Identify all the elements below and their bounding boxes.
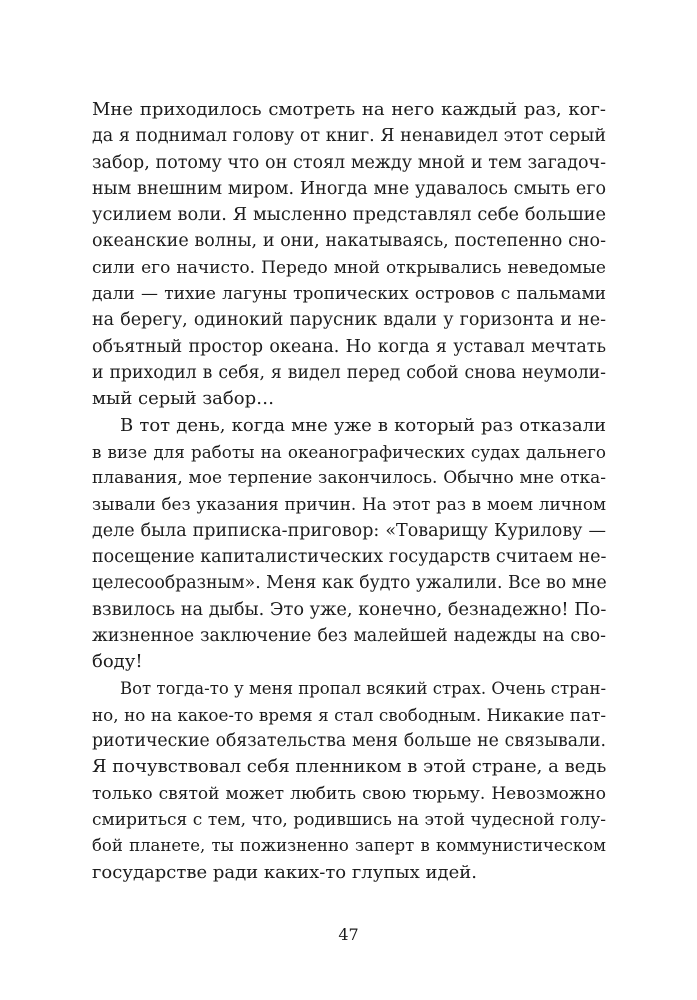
paragraph [92,97,606,413]
text-line: Я почувствовал себя пленником в этой стране, а ведь [92,756,607,778]
text-line: забор, потому что он стоял между мной и тем загадоч- [92,152,606,173]
text-line: боду! [92,651,143,673]
text-line: в визе для работы на океанографических судах дальнего [92,441,606,462]
text-line: зывали без указания причин. На этот раз в моем личном [92,494,606,515]
text-line: государстве ради каких-то глупых идей. [92,861,477,883]
text-line: сили его начисто. Передо мной открывались неведомые [92,257,606,278]
text-line: посещение капиталистических государств считаем не- [92,547,607,568]
text-line: да я поднимал голову от книг. Я ненавидел этот серый [92,126,606,147]
paragraph [92,676,606,886]
text-line: жизненное заключение без малейшей надежды на сво- [92,625,606,646]
text-line: но, но на какое-то время я стал свободным. Никакие пат- [92,704,606,725]
text-line: Мне приходилось смотреть на него каждый раз, ког- [92,99,606,120]
body-text [92,97,606,886]
text-line: ным внешним миром. Иногда мне удавалось смыть его [92,178,606,199]
text-line: дали — тихие лагуны тропических островов с пальмами [92,284,606,305]
text-line: океанские волны, и они, накатываясь, постепенно сно- [92,231,606,252]
text-line: деле была приписка-приговор: «Товарищу Курилову — [92,520,606,541]
text-line: целесообразным». Меня как будто ужалили. Все во мне [92,573,607,594]
text-line: объятный простор океана. Но когда я уставал мечтать [92,336,606,357]
page-number: 47 [338,925,359,944]
text-line: и приходил в себя, я видел перед собой снова неумоли- [92,362,606,383]
text-line: риотические обязательства меня больше не связывали. [92,731,606,752]
text-line: бой планете, ты пожизненно заперт в коммунистическом [92,836,606,856]
text-line: В тот день, когда мне уже в который раз отказали [120,414,606,436]
text-line: взвилось на дыбы. Это уже, конечно, безнадежно! По- [92,599,607,620]
paragraph [92,413,606,676]
text-line: мый серый забор… [92,388,275,410]
text-line: только святой может любить свою тюрьму. Невозможно [92,783,606,804]
text-line: Вот тогда-то у меня пропал всякий страх. Очень стран- [120,678,607,698]
text-line: на берегу, одинокий парусник вдали у горизонта и не- [92,310,606,331]
text-line: смириться с тем, что, родившись на этой чудесной голу- [92,810,606,831]
text-line: усилием воли. Я мысленно представлял себе большие [92,205,606,226]
text-line: плавания, мое терпение закончилось. Обычно мне отка- [92,468,606,489]
